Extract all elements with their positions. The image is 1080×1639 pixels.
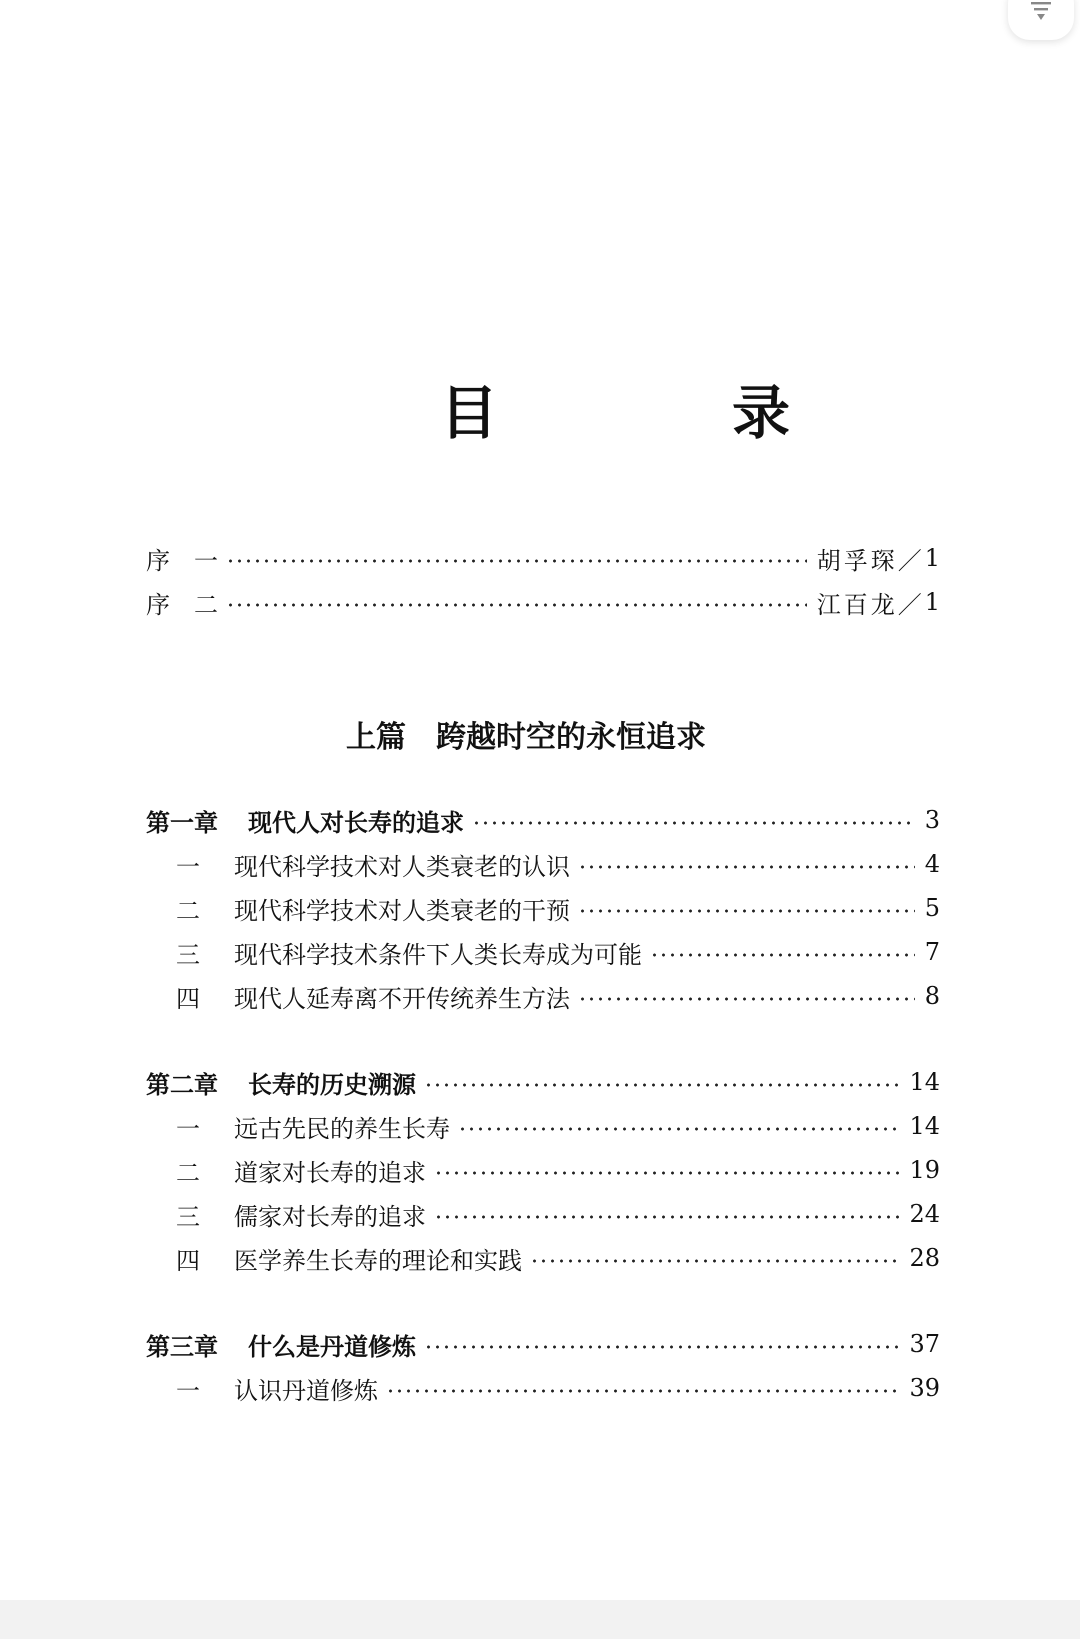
- section-number: 一: [176, 1376, 200, 1405]
- part-label: 上篇: [346, 720, 406, 755]
- section-number: 三: [176, 940, 200, 969]
- page-number: 3: [924, 806, 940, 834]
- toc-entry-section[interactable]: [146, 1368, 940, 1408]
- toc-entry-preface-2[interactable]: [146, 582, 940, 622]
- leader-dots: [458, 1127, 899, 1131]
- page-title: 目 录: [440, 379, 879, 447]
- preface-author: 胡孚琛: [816, 546, 898, 575]
- page-number: 1: [924, 544, 940, 572]
- preface-label: 序 二: [146, 590, 218, 619]
- page-number: 28: [909, 1244, 940, 1272]
- page-number: 24: [909, 1200, 940, 1228]
- leader-dots: [434, 1171, 899, 1175]
- leader-dots: [226, 559, 807, 563]
- toc-entry-section[interactable]: [146, 888, 940, 928]
- toc-entry-preface-1[interactable]: [146, 538, 940, 578]
- preface-label: 序 一: [146, 546, 218, 575]
- toc-entry-section[interactable]: [146, 1238, 940, 1278]
- toc-entry-chapter-1[interactable]: [146, 800, 940, 840]
- page-number: 4: [924, 850, 940, 878]
- toc-entry-section[interactable]: [146, 844, 940, 884]
- chapter-title: 什么是丹道修炼: [248, 1332, 416, 1361]
- toc-entry-section[interactable]: [146, 1106, 940, 1146]
- toc-entry-section[interactable]: [146, 1150, 940, 1190]
- leader-dots: [650, 953, 915, 957]
- section-title: 认识丹道修炼: [234, 1376, 378, 1405]
- section-title: 现代人延寿离不开传统养生方法: [234, 984, 570, 1013]
- leader-dots: [578, 997, 915, 1001]
- chapter-number: 第二章: [146, 1070, 218, 1099]
- page-number: 1: [924, 588, 940, 616]
- section-title: 现代科学技术对人类衰老的认识: [234, 852, 570, 881]
- filter-icon: [1029, 0, 1053, 22]
- part-title: [346, 712, 706, 756]
- slash-separator: ／: [897, 546, 925, 575]
- section-number: 一: [176, 1114, 200, 1143]
- page-number: 19: [909, 1156, 940, 1184]
- section-number: 三: [176, 1202, 200, 1231]
- section-number: 二: [176, 896, 200, 925]
- section-title: 道家对长寿的追求: [234, 1158, 426, 1187]
- leader-dots: [472, 821, 915, 825]
- section-number: 二: [176, 1158, 200, 1187]
- toc-entry-chapter-3[interactable]: [146, 1324, 940, 1364]
- section-number: 四: [176, 1246, 200, 1275]
- page-number: 37: [909, 1330, 940, 1358]
- toc-entry-section[interactable]: [146, 1194, 940, 1234]
- leader-dots: [226, 603, 807, 607]
- section-title: 医学养生长寿的理论和实践: [234, 1246, 522, 1275]
- section-title: 现代科学技术条件下人类长寿成为可能: [234, 940, 642, 969]
- leader-dots: [424, 1345, 899, 1349]
- page-number: 5: [924, 894, 940, 922]
- bottom-bar: [0, 1600, 1080, 1639]
- chapter-title: 现代人对长寿的追求: [248, 808, 464, 837]
- page-number: 39: [909, 1374, 940, 1402]
- toc-entry-section[interactable]: [146, 932, 940, 972]
- slash-separator: ／: [897, 590, 925, 619]
- toc-entry-section[interactable]: [146, 976, 940, 1016]
- leader-dots: [434, 1215, 899, 1219]
- section-title: 远古先民的养生长寿: [234, 1114, 450, 1143]
- section-number: 一: [176, 852, 200, 881]
- chapter-title: 长寿的历史溯源: [248, 1070, 416, 1099]
- section-number: 四: [176, 984, 200, 1013]
- leader-dots: [530, 1259, 899, 1263]
- toc-entry-chapter-2[interactable]: [146, 1062, 940, 1102]
- chapter-number: 第三章: [146, 1332, 218, 1361]
- leader-dots: [386, 1389, 899, 1393]
- leader-dots: [578, 909, 915, 913]
- leader-dots: [578, 865, 915, 869]
- page-number: 7: [924, 938, 940, 966]
- section-title: 现代科学技术对人类衰老的干预: [234, 896, 570, 925]
- filter-button[interactable]: [1008, 0, 1074, 40]
- page-number: 14: [909, 1068, 940, 1096]
- page-number: 8: [924, 982, 940, 1010]
- chapter-number: 第一章: [146, 808, 218, 837]
- preface-author: 江百龙: [816, 590, 898, 619]
- section-title: 儒家对长寿的追求: [234, 1202, 426, 1231]
- leader-dots: [424, 1083, 899, 1087]
- page-number: 14: [909, 1112, 940, 1140]
- part-name: 跨越时空的永恒追求: [436, 720, 706, 755]
